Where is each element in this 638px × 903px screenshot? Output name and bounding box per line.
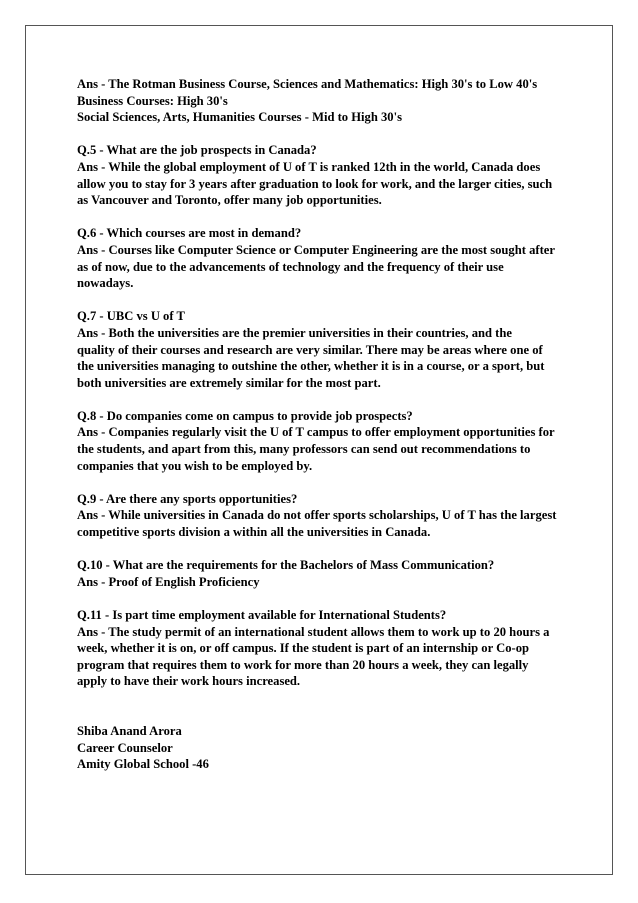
question: Q.8 - Do companies come on campus to provide job prospects? (77, 408, 413, 423)
qa-block-q9 (77, 491, 607, 541)
answer-line: competitive sports division a within all the universities in Canada. (77, 525, 431, 540)
answer-line: Ans - Proof of English Proficiency (77, 574, 260, 589)
question: Q.7 - UBC vs U of T (77, 309, 185, 324)
question: Q.6 - Which courses are most in demand? (77, 226, 302, 241)
answer-line: the universities managing to outshine the other, whether it is in a course, or a sport, but (77, 359, 545, 374)
document-body (77, 76, 607, 773)
question: Q.5 - What are the job prospects in Canada? (77, 143, 317, 158)
answer-line: as Vancouver and Toronto, offer many job opportunities. (77, 193, 382, 208)
signature-title: Career Counselor (77, 740, 173, 755)
intro-line: Business Courses: High 30's (77, 93, 228, 108)
answer-line: quality of their courses and research are very similar. There may be areas where one of (77, 342, 543, 357)
qa-block-q10 (77, 557, 607, 590)
answer-line: apply to have their work hours increased. (77, 674, 301, 689)
qa-block-q11 (77, 607, 607, 690)
intro-line: Ans - The Rotman Business Course, Sciences and Mathematics: High 30's to Low 40's (77, 77, 538, 91)
qa-block-q6 (77, 225, 607, 291)
answer-line: Ans - Companies regularly visit the U of T campus to offer employment opportunities for (77, 425, 555, 440)
signature-block (77, 723, 607, 773)
question: Q.9 - Are there any sports opportunities? (77, 491, 298, 506)
question: Q.11 - Is part time employment available for International Students? (77, 608, 447, 622)
answer-line: nowadays. (77, 276, 134, 291)
answer-line: companies that you wish to be employed by. (77, 458, 313, 473)
answer-line: as of now, due to the advancements of technology and the frequency of their use (77, 259, 504, 274)
answer-line: Ans - Both the universities are the premier universities in their countries, and the (77, 325, 512, 340)
answer-line: allow you to stay for 3 years after graduation to look for work, and the larger cities, such (77, 176, 553, 191)
intro-block (77, 76, 607, 126)
answer-line: Ans - The study permit of an international student allows them to work up to 20 hours a (77, 624, 550, 639)
answer-line: Ans - Courses like Computer Science or Computer Engineering are the most sought after (77, 242, 555, 257)
qa-block-q5 (77, 142, 607, 208)
answer-line: both universities are extremely similar for the most part. (77, 375, 381, 390)
answer-line: Ans - While the global employment of U of T is ranked 12th in the world, Canada does (77, 159, 541, 174)
answer-line: the students, and apart from this, many professors can send out recommendations to (77, 442, 531, 457)
qa-block-q7 (77, 308, 607, 391)
question: Q.10 - What are the requirements for the Bachelors of Mass Communication? (77, 558, 495, 573)
answer-line: Ans - While universities in Canada do not offer sports scholarships, U of T has the largest (77, 508, 557, 523)
signature-school: Amity Global School -46 (77, 757, 209, 772)
signature-spacer (77, 707, 607, 724)
intro-line: Social Sciences, Arts, Humanities Courses - Mid to High 30's (77, 110, 402, 125)
qa-block-q8 (77, 408, 607, 474)
answer-line: program that requires them to work for more than 20 hours a week, they can legally (77, 657, 529, 672)
answer-line: week, whether it is on, or off campus. If the student is part of an internship or Co-op (77, 641, 529, 656)
signature-name: Shiba Anand Arora (77, 724, 182, 739)
